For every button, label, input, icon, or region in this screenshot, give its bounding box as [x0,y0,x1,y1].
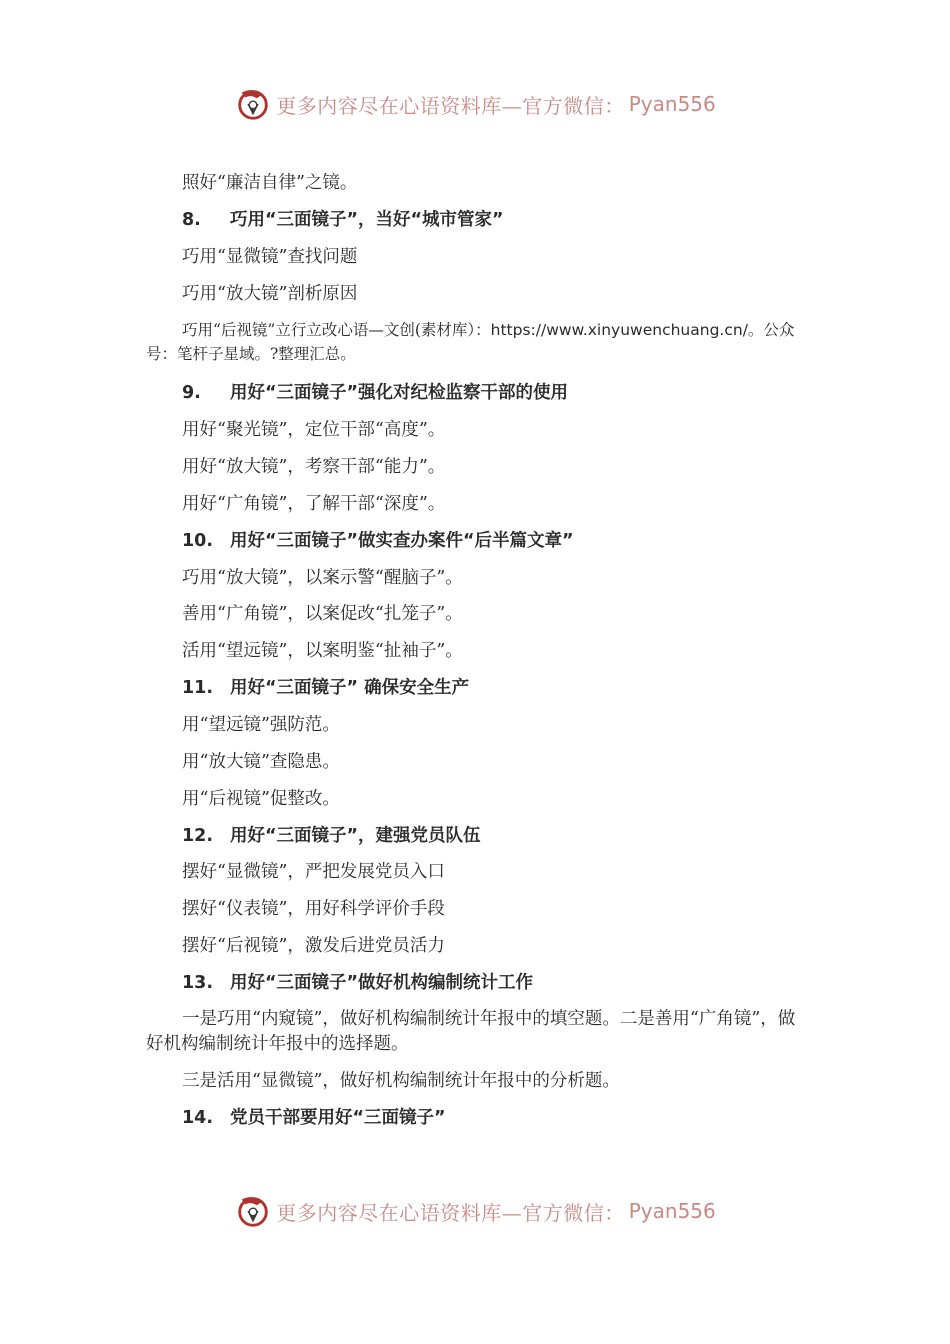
section-heading-14 [182,1106,446,1130]
paragraph: 用好“放大镜”，考察干部“能力”。 [182,457,446,477]
heading-text: 党员干部要用好“三面镜子” [230,1108,446,1128]
paragraph: 摆好“仪表镜”，用好科学评价手段 [182,899,445,919]
section-heading-13 [182,971,533,995]
website-link[interactable]: https://www.xinyuwenchuang.cn/ [490,321,748,339]
heading-text: 巧用“三面镜子”，当好“城市管家” [230,210,504,230]
paragraph: 用“放大镜”查隐患。 [182,752,340,772]
paragraph-text: 巧用“后视镜”立行立改心语—文创(素材库）： [182,321,491,339]
heading-number: 14. [182,1108,214,1128]
logo-icon [234,1192,272,1230]
paragraph: 照好“廉洁自律”之镜。 [182,173,358,193]
paragraph-text: 。公众号：笔杆子星域。?整理汇总。 [146,321,795,363]
heading-number: 10. [182,531,214,551]
header-banner-text: 更多内容尽在心语资料库—官方微信： [276,93,625,118]
heading-text: 用好“三面镜子”做实查办案件“后半篇文章” [230,531,574,551]
section-heading-8 [182,208,504,232]
footer-banner [0,1191,950,1231]
logo-icon [234,85,272,123]
heading-number: 9. [182,383,201,403]
paragraph: 用好“广角镜”，了解干部“深度”。 [182,494,446,514]
heading-number: 11. [182,678,214,698]
paragraph: 用“望远镜”强防范。 [182,715,340,735]
section-heading-11 [182,676,469,700]
paragraph: 巧用“显微镜”查找问题 [182,247,358,267]
heading-text: 用好“三面镜子” 确保安全生产 [230,678,470,698]
paragraph: 巧用“放大镜”，以案示警“醒脑子”。 [182,568,463,588]
paragraph: 三是活用“显微镜”，做好机构编制统计年报中的分析题。 [182,1071,620,1091]
paragraph: 用“后视镜”促整改。 [182,789,340,809]
paragraph: 一是巧用“内窥镜”，做好机构编制统计年报中的填空题。二是善用“广角镜”，做好机构编制统计年报中的选择题。 [146,1009,796,1054]
footer-banner-wechat-id: Pyan556 [628,1199,716,1223]
header-banner-wechat-id: Pyan556 [628,92,716,116]
heading-number: 8. [182,210,201,230]
heading-text: 用好“三面镜子”，建强党员队伍 [230,826,481,846]
paragraph: 摆好“显微镜”，严把发展党员入口 [182,862,445,882]
heading-number: 13. [182,973,214,993]
paragraph-with-link [146,318,806,366]
paragraph: 巧用“放大镜”剖析原因 [182,284,358,304]
section-heading-9 [182,381,568,405]
header-banner [0,84,950,124]
heading-number: 12. [182,826,214,846]
section-heading-12 [182,824,481,848]
section-heading-10 [182,529,574,553]
heading-text: 用好“三面镜子”做好机构编制统计工作 [230,973,534,993]
paragraph: 活用“望远镜”，以案明鉴“扯袖子”。 [182,641,463,661]
paragraph: 用好“聚光镜”，定位干部“高度”。 [182,420,446,440]
paragraph: 善用“广角镜”，以案促改“扎笼子”。 [182,604,463,624]
paragraph: 摆好“后视镜”，激发后进党员活力 [182,936,445,956]
heading-text: 用好“三面镜子”强化对纪检监察干部的使用 [230,383,569,403]
footer-banner-text: 更多内容尽在心语资料库—官方微信： [276,1200,625,1225]
